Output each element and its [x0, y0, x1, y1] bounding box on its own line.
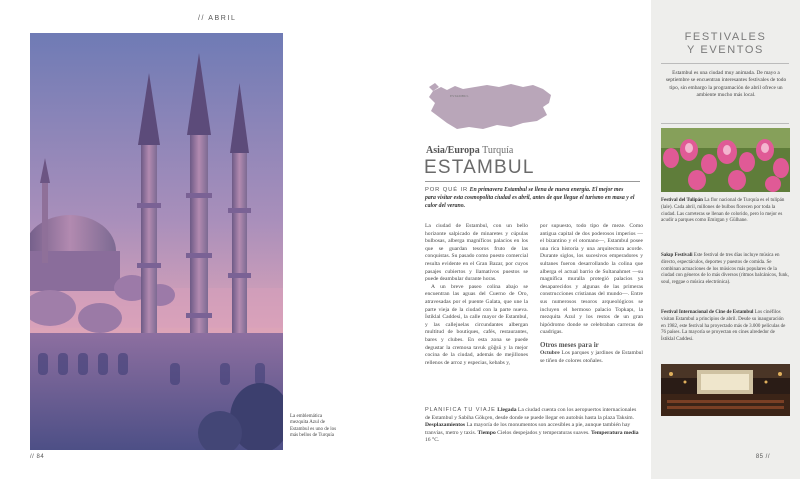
- body-paragraph: La ciudad de Estambul, con un bello horizonte salpicado de minaretes y cúpulas bulbosas, alberga magníficos palacios en los que se guardan tesoros fruto de las conquistas. Su pasado como puesto comercial resulta evidente en el Gran Bazar, por cuyos pasajes cubiertos y llamativos puestos se puede deambular durante horas.: [425, 223, 528, 283]
- event-entry: [661, 198, 789, 225]
- body-column-2: [540, 223, 643, 365]
- page-number-right: 85 //: [755, 454, 770, 460]
- cinema-photo: [661, 364, 790, 416]
- plan-weather-label: Tiempo: [477, 429, 496, 436]
- intro-kicker: POR QUÉ IR: [425, 187, 469, 193]
- event-text: Los cinéfilos visitan Estambul a principios de abril. Desde su inauguración en 1982, este festival ha proyectado más de 3.000 películas de 76 países. La mayoría se proyectan en cines alrededor de İstiklal Caddesi.: [661, 310, 786, 343]
- event-text: Este festival de tres días incluye música en directo, espectáculos, deportes y puestos de comida. Se combinan actuaciones de los músicos más populares de la ciudad con géneros de lo más diversos (ritmos balcánicos, funk, soul, reggae o música electrónica).: [661, 253, 789, 286]
- region-country: Turquía: [482, 145, 514, 156]
- other-months-text: [540, 350, 643, 365]
- title-divider: [425, 181, 640, 182]
- body-column-1: [425, 223, 528, 367]
- sidebar-title: FESTIVALES Y EVENTOS: [684, 31, 767, 56]
- event-text: La flor nacional de Turquía es el tulipán (lale). Cada abril, millones de bulbos florecen por toda la ciudad. Las carreteras se llenan de colorido, pero lo mejor es acudir a parques como Emirgan y Gülhane.: [661, 198, 785, 224]
- plan-your-trip: [425, 407, 640, 445]
- plan-temp-label: Temperatura media: [591, 429, 639, 436]
- event-entry: [661, 253, 789, 287]
- event-entry: [661, 310, 789, 344]
- plan-weather-text: Cielos despejados y temperaturas suaves.: [497, 429, 590, 436]
- event-name: Sakıp Festivali: [661, 253, 693, 258]
- map-city-label: ESTAMBUL: [450, 94, 469, 98]
- running-head: // ABRIL: [198, 15, 237, 22]
- other-month-desc: Los parques y jardines de Estambul se tiñen de colores otoñales.: [540, 349, 643, 364]
- other-months-heading: Otros meses para ir: [540, 340, 599, 349]
- photo-caption: La emblemática mezquita Azul de Estambul es uno de los más bellos de Turquía: [290, 414, 337, 439]
- plan-transport-label: Desplazamientos: [425, 422, 466, 429]
- region-continent: Asia/Europa: [426, 145, 480, 156]
- sidebar-intro: Estambul es una ciudad muy animada. De mayo a septiembre se encuentran interesantes festivales de todo tipo, sin embargo la programación de abril ofrece un ambiente mucho más local.: [665, 70, 787, 99]
- plan-temp-value: 16 °C.: [425, 437, 440, 444]
- plan-arrival-label: Llegada: [497, 407, 517, 413]
- body-paragraph: por supuesto, todo tipo de meze. Como antigua capital de dos poderosos imperios —el bizantino y el otomano—, Estambul posee una rica historia y una arquitectura acorde. Durante siglos, los sucesivos emperadores y sultanes fueron desarrollando la colina que alberga el actual barrio de Sultanahmet —su magnífica muralla protegió palacios ya desaparecidos y algunas de las primeras construcciones cristianas del mundo—. Entre sus numerosos tesoros arqueológicos se incluyen el hermoso palacio Topkapı, la mezquita Azul y los restos de un gran hipódromo donde se celebraban carreras de cuadrigas.: [540, 223, 643, 336]
- other-month-name: Octubre: [540, 349, 560, 356]
- region-line: [426, 145, 513, 156]
- body-paragraph: A un breve paseo colina abajo se encuentran las aguas del Cuerno de Oro, atravesadas por el puente Galata, que une la parte vieja de la ciudad con la parte nueva. İstiklal Caddesi, la calle mayor de Estambul, y las callejuelas circundantes albergan multitud de boutiques, cafés, restaurantes, bares y clubes. En esta zona se puede degustar la cremosa tavuk göğsü y la mejor cocina de la ciudad, además de mejillones rellenos de arroz y especias, kebabs y,: [425, 283, 528, 366]
- event-name: Festival Internacional de Cine de Estambul: [661, 310, 754, 315]
- plan-kicker: PLANIFICA TU VIAJE: [425, 407, 496, 413]
- sidebar-divider: [661, 63, 789, 64]
- sidebar-divider: [661, 123, 789, 124]
- tulip-photo: [661, 128, 790, 192]
- event-name: Festival del Tulipán: [661, 198, 703, 203]
- intro-block: [425, 187, 635, 210]
- intro-text: En primavera Estambul se llena de nueva energía. El mejor mes para visitar esta cosmopolita ciudad es abril, antes de que llegue el turismo en masa y el calor del verano.: [425, 187, 635, 209]
- plan-arrival-text: La ciudad cuenta con los aeropuertos internacionales de Estambul y Sabiha Gökçen, desde donde se puede llegar en autobús hasta la plaza Taksim.: [425, 407, 637, 421]
- turkey-map-icon: [425, 77, 555, 137]
- plan-transport-text: La mayoría de los monumentos son accesibles a pie, aunque también hay tranvías, metro y taxis.: [425, 422, 631, 436]
- blue-mosque-photo: [30, 33, 283, 450]
- page-number-left: // 84: [30, 454, 45, 460]
- page-title: ESTAMBUL: [424, 157, 535, 178]
